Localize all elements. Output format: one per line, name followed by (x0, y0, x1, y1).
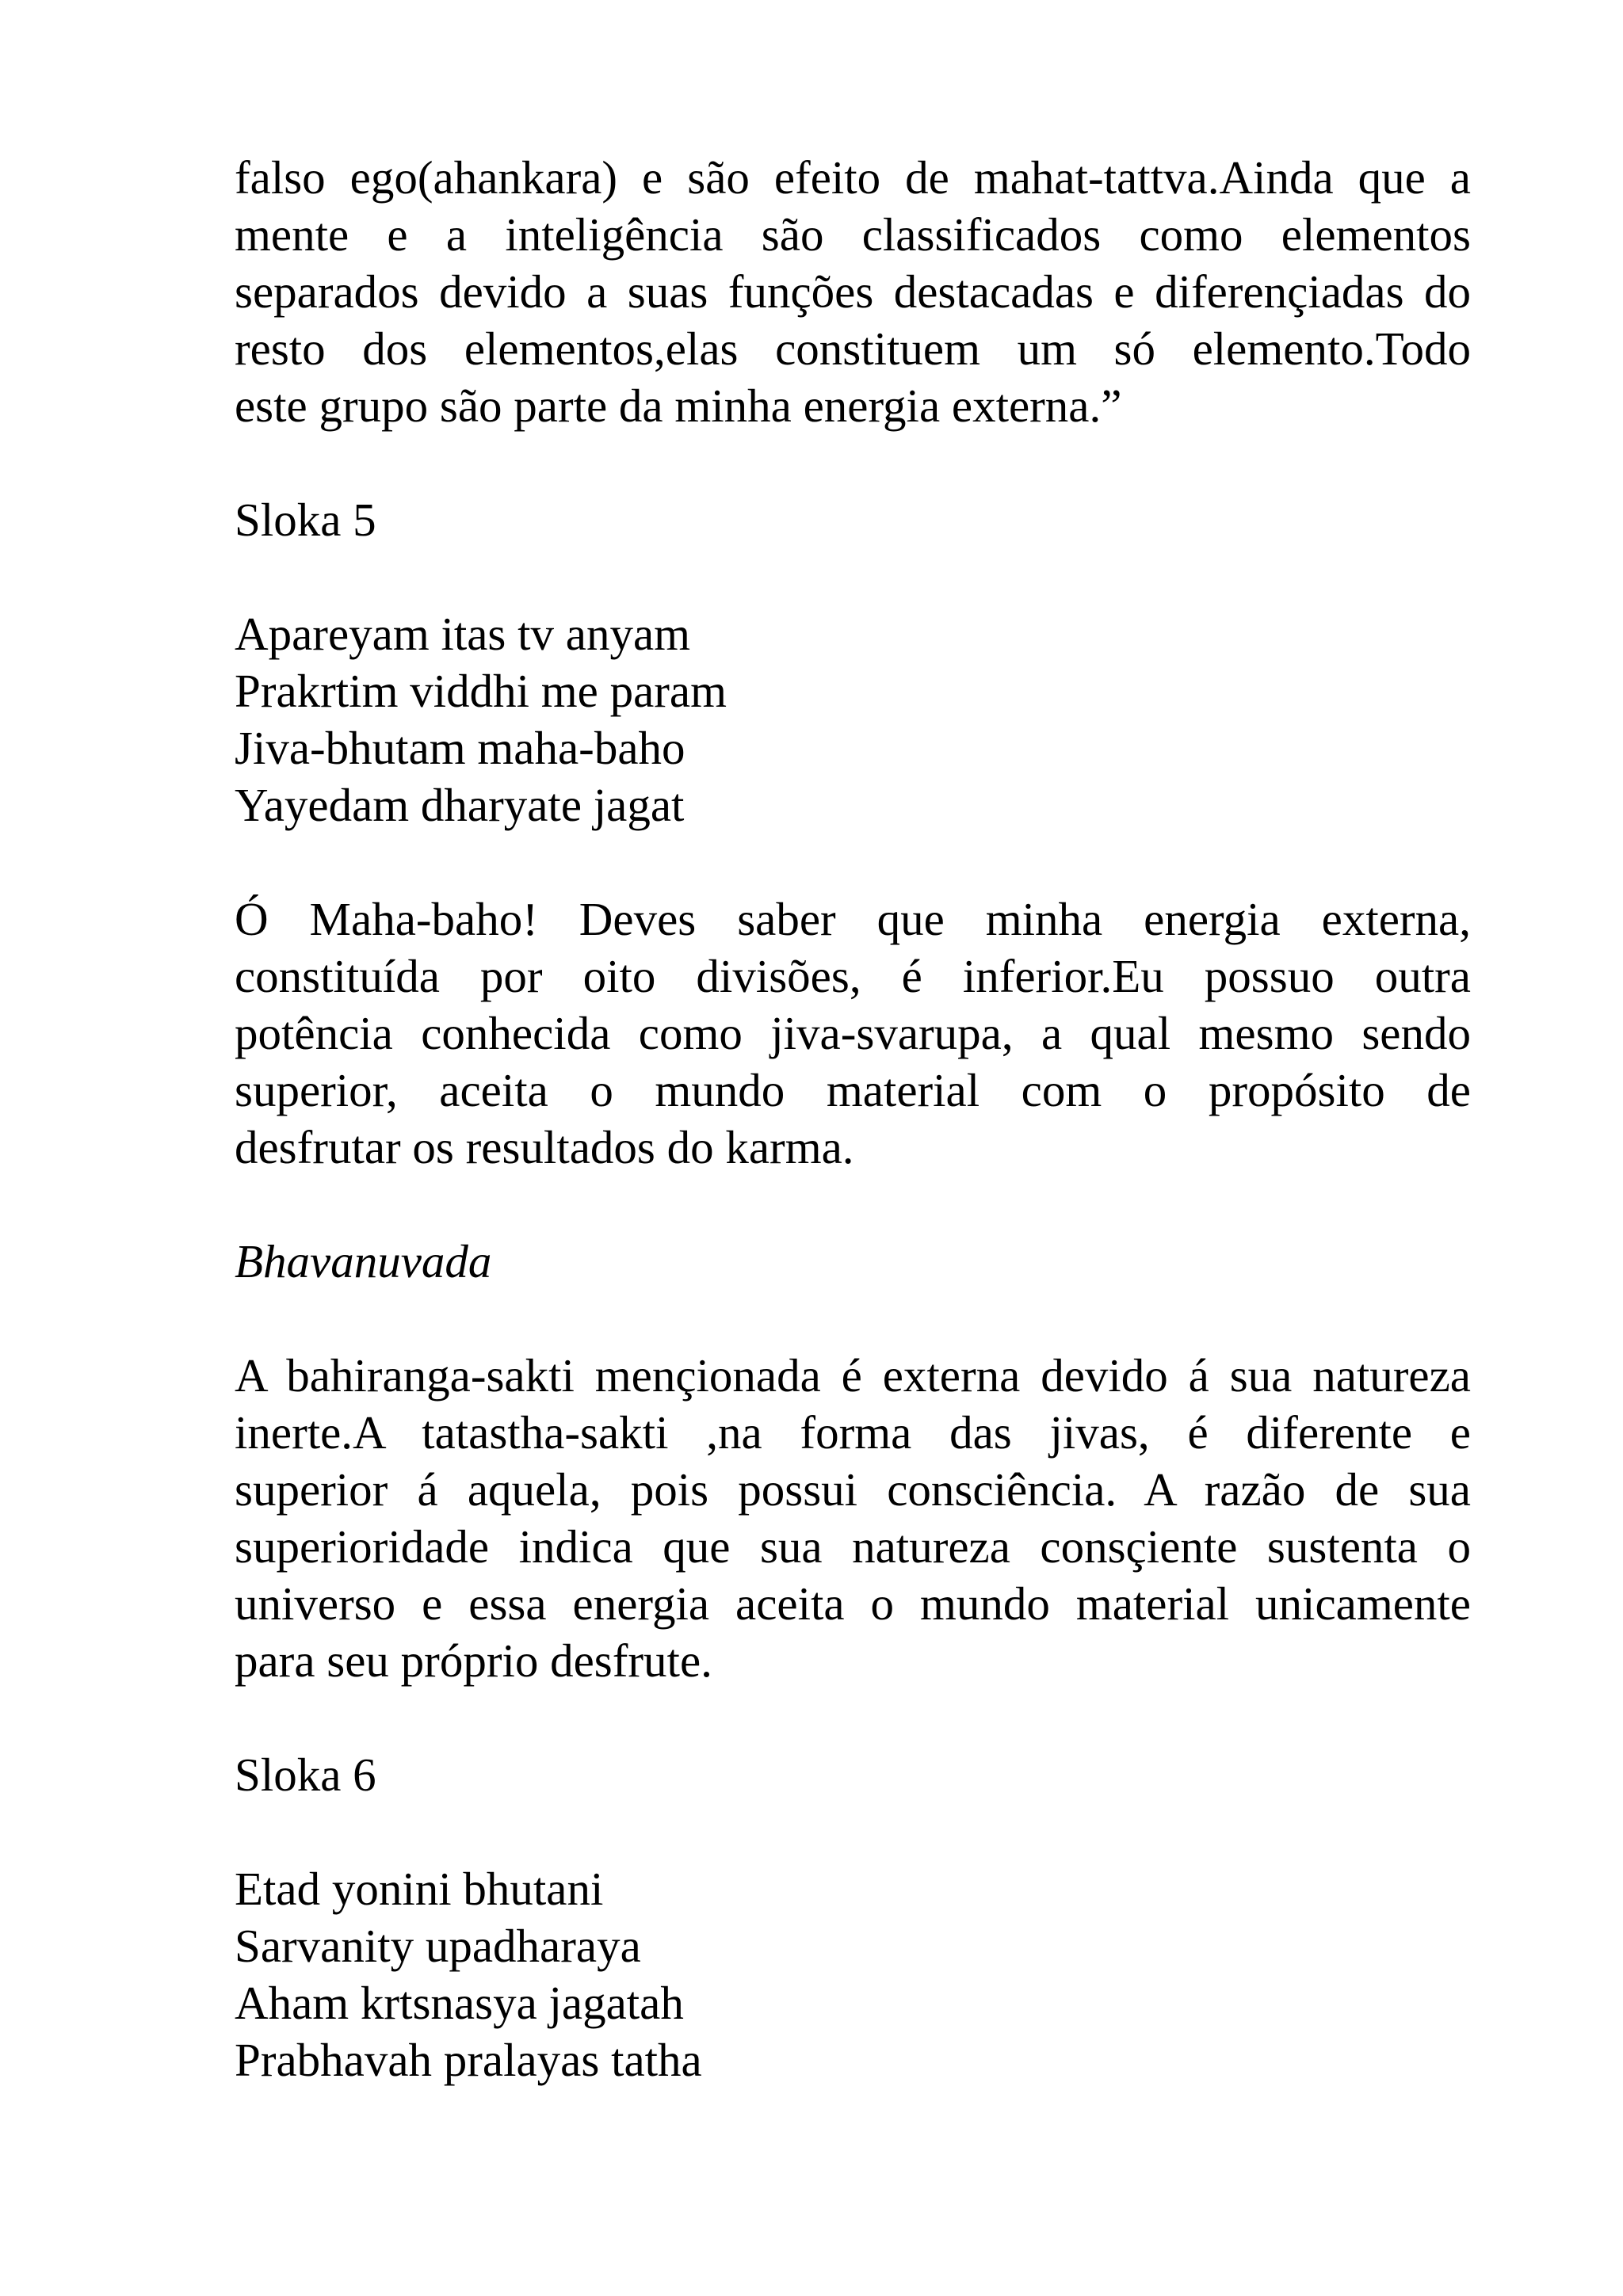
text-line: inerte.A tatastha-sakti ,na forma das jivas, é diferente e (235, 1406, 1471, 1459)
bhavanuvada-heading: Bhavanuvada (235, 1235, 492, 1287)
text-line: este grupo são parte da minha energia externa.” (235, 379, 1122, 432)
text-line: constituída por oito divisões, é inferior.Eu possuo outra (235, 950, 1471, 1002)
text-line: potência conhecida como jiva-svarupa, a qual mesmo sendo (235, 1007, 1471, 1059)
commentary-paragraph (235, 1347, 1471, 1689)
text-line: desfrutar os resultados do karma. (235, 1121, 854, 1173)
sloka-6-verse (235, 1860, 1471, 2088)
text-line: falso ego(ahankara) e são efeito de mahat-tattva.Ainda que a (235, 151, 1471, 204)
verse-line: Prabhavah pralayas tatha (235, 2034, 702, 2086)
text-line: superior, aceita o mundo material com o propósito de (235, 1064, 1471, 1116)
text-line: superioridade indica que sua natureza consçiente sustenta o (235, 1520, 1471, 1573)
sloka-6-heading: Sloka 6 (235, 1749, 376, 1801)
text-line: mente e a inteligência são classificados como elementos (235, 208, 1471, 261)
text-line: A bahiranga-sakti mençionada é externa devido á sua natureza (235, 1349, 1471, 1402)
text-line: separados devido a suas funções destacadas e diferençiadas do (235, 265, 1471, 318)
sloka-5-heading: Sloka 5 (235, 494, 376, 546)
verse-line: Sarvanity upadharaya (235, 1920, 641, 1972)
text-line: universo e essa energia aceita o mundo material unicamente (235, 1577, 1471, 1630)
text-line: para seu próprio desfrute. (235, 1634, 712, 1687)
text-line: resto dos elementos,elas constituem um só elemento.Todo (235, 322, 1471, 375)
document-page (235, 149, 1471, 2088)
verse-line: Etad yonini bhutani (235, 1863, 604, 1915)
text-line: superior á aquela, pois possui consciência. A razão de sua (235, 1463, 1471, 1516)
text-line: Ó Maha-baho! Deves saber que minha energia externa, (235, 893, 1471, 945)
paragraph-continuation (235, 149, 1471, 434)
verse-line: Yayedam dharyate jagat (235, 779, 685, 831)
verse-line: Jiva-bhutam maha-baho (235, 722, 685, 774)
verse-line: Aham krtsnasya jagatah (235, 1977, 684, 2029)
translation-paragraph (235, 891, 1471, 1176)
sloka-5-verse (235, 605, 1471, 833)
verse-line: Prakrtim viddhi me param (235, 665, 727, 717)
verse-line: Apareyam itas tv anyam (235, 608, 691, 660)
